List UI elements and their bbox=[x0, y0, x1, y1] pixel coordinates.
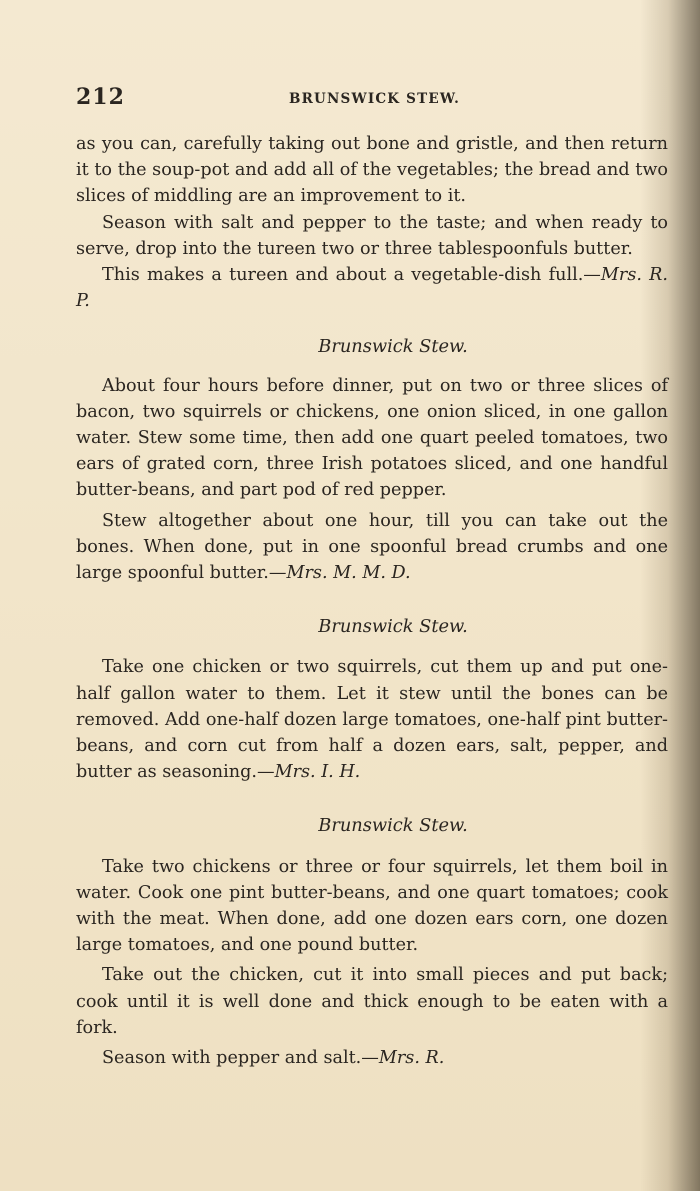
recipe-2-title: Brunswick Stew. bbox=[318, 616, 468, 638]
running-head: BRUNSWICK STEW. bbox=[289, 91, 460, 107]
page-body bbox=[76, 131, 668, 1071]
recipe-1-paragraph-2-text: Stew altogether about one hour, till you can take out the bones. When done, put in one spoonful bread crumbs and one large spoonful butter.— bbox=[76, 510, 668, 584]
recipe-1-title: Brunswick Stew. bbox=[318, 336, 468, 358]
recipe-3-paragraph-2: Take out the chicken, cut it into small pieces and put back; cook until it is well done and thick enough to be eaten with a fork. bbox=[76, 965, 668, 1038]
recipe-3-signature: Mrs. R. bbox=[378, 1048, 445, 1069]
spacer bbox=[76, 785, 668, 813]
spacer bbox=[76, 840, 668, 854]
recipe-3-title: Brunswick Stew. bbox=[318, 815, 468, 837]
recipe-1-paragraph-1: About four hours before dinner, put on two or three slices of bacon, two squirrels or chickens, one onion sliced, in one gallon water. Stew some time, then add one quart peeled tomatoes, two ears of grated corn, three Irish potatoes sliced, and one handful butter-beans, and part pod of red pepper. bbox=[76, 375, 668, 501]
continuation-signature: Mrs. R. P. bbox=[76, 265, 668, 312]
recipe-3-paragraph-3-text: Season with pepper and salt.— bbox=[102, 1048, 379, 1069]
spacer bbox=[76, 586, 668, 614]
continuation-paragraph-3-text: This makes a tureen and about a vegetable-dish full.— bbox=[102, 265, 601, 286]
recipe-2-signature: Mrs. I. H. bbox=[274, 762, 361, 783]
spacer bbox=[76, 361, 668, 373]
continuation-paragraph-1: as you can, carefully taking out bone and gristle, and then return it to the soup-pot and add all of the vegetables; the bread and two slices of middling are an improvement to it. bbox=[76, 134, 668, 207]
continuation-paragraph-3 bbox=[76, 262, 668, 314]
page-header bbox=[76, 84, 576, 114]
recipe-1-paragraph-2 bbox=[76, 508, 668, 587]
recipe-2-paragraph-1-text: Take one chicken or two squirrels, cut them up and put one-half gallon water to them. Let it stew until the bones can be removed. Add one-half dozen large tomatoes, one-half pint butter-beans, and corn cut from half a dozen ears, salt, pepper, and butter as seasoning.— bbox=[76, 657, 668, 783]
page-number: 212 bbox=[76, 84, 125, 110]
recipe-1-signature: Mrs. M. M. D. bbox=[286, 563, 411, 584]
spacer bbox=[76, 314, 668, 334]
continuation-paragraph-2: Season with salt and pepper to the taste; and when ready to serve, drop into the tureen two or three tablespoonfuls butter. bbox=[76, 212, 668, 259]
recipe-2-paragraph-1 bbox=[76, 654, 668, 785]
recipe-3-paragraph-1: Take two chickens or three or four squirrels, let them boil in water. Cook one pint butter-beans, and one quart tomatoes; cook with the meat. When done, add one dozen ears corn, one dozen large tomatoes, and one pound butter. bbox=[76, 856, 668, 956]
spacer bbox=[76, 640, 668, 654]
recipe-3-paragraph-3 bbox=[76, 1045, 668, 1071]
